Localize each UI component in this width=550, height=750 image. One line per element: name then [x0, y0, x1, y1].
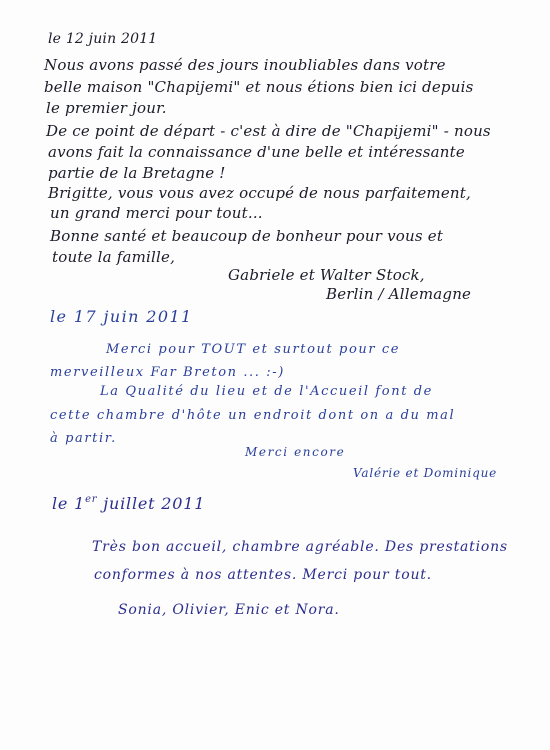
entry-3-date-day: le 1 [52, 494, 86, 513]
entry-1-signature: Gabriele et Walter Stock, [228, 266, 425, 284]
entry-2-signature: Valérie et Dominique [353, 466, 498, 480]
entry-1-line: le premier jour. [46, 99, 167, 117]
entry-3-date-rest: juillet 2011 [103, 494, 206, 513]
entry-1-line: belle maison "Chapijemi" et nous étions bien ici depuis [44, 78, 474, 96]
entry-1-line: un grand merci pour tout... [50, 204, 263, 222]
entry-2-line: Merci pour TOUT et surtout pour ce [106, 342, 401, 357]
entry-1-line: Brigitte, vous vous avez occupé de nous parfaitement, [48, 184, 471, 202]
entry-1-line: Bonne santé et beaucoup de bonheur pour vous et [50, 227, 444, 245]
entry-2-line: cette chambre d'hôte un endroit dont on a du mal [50, 408, 456, 423]
entry-3-date [52, 496, 205, 512]
entry-1-line: De ce point de départ - c'est à dire de "Chapijemi" - nous [46, 122, 491, 140]
entry-3-line: Très bon accueil, chambre agréable. Des prestations [92, 539, 508, 555]
entry-3-line: conformes à nos attentes. Merci pour tout. [94, 567, 432, 583]
entry-2-line: à partir. [50, 431, 117, 446]
entry-1-line: partie de la Bretagne ! [48, 164, 226, 182]
entry-2-date: le 17 juin 2011 [50, 307, 193, 326]
entry-2-closing: Merci encore [245, 445, 346, 459]
entry-1-line: toute la famille, [52, 248, 176, 266]
entry-2-line: merveilleux Far Breton ... :-) [50, 365, 285, 380]
entry-3-date-ordinal: er [85, 494, 98, 505]
entry-3-signature: Sonia, Olivier, Enic et Nora. [118, 602, 340, 618]
entry-1-location: Berlin / Allemagne [326, 285, 472, 303]
entry-1-line: Nous avons passé des jours inoubliables dans votre [44, 56, 446, 74]
entry-2-line: La Qualité du lieu et de l'Accueil font de [100, 384, 433, 399]
entry-1-line: avons fait la connaissance d'une belle et intéressante [48, 143, 465, 161]
entry-1-date: le 12 juin 2011 [48, 31, 158, 47]
